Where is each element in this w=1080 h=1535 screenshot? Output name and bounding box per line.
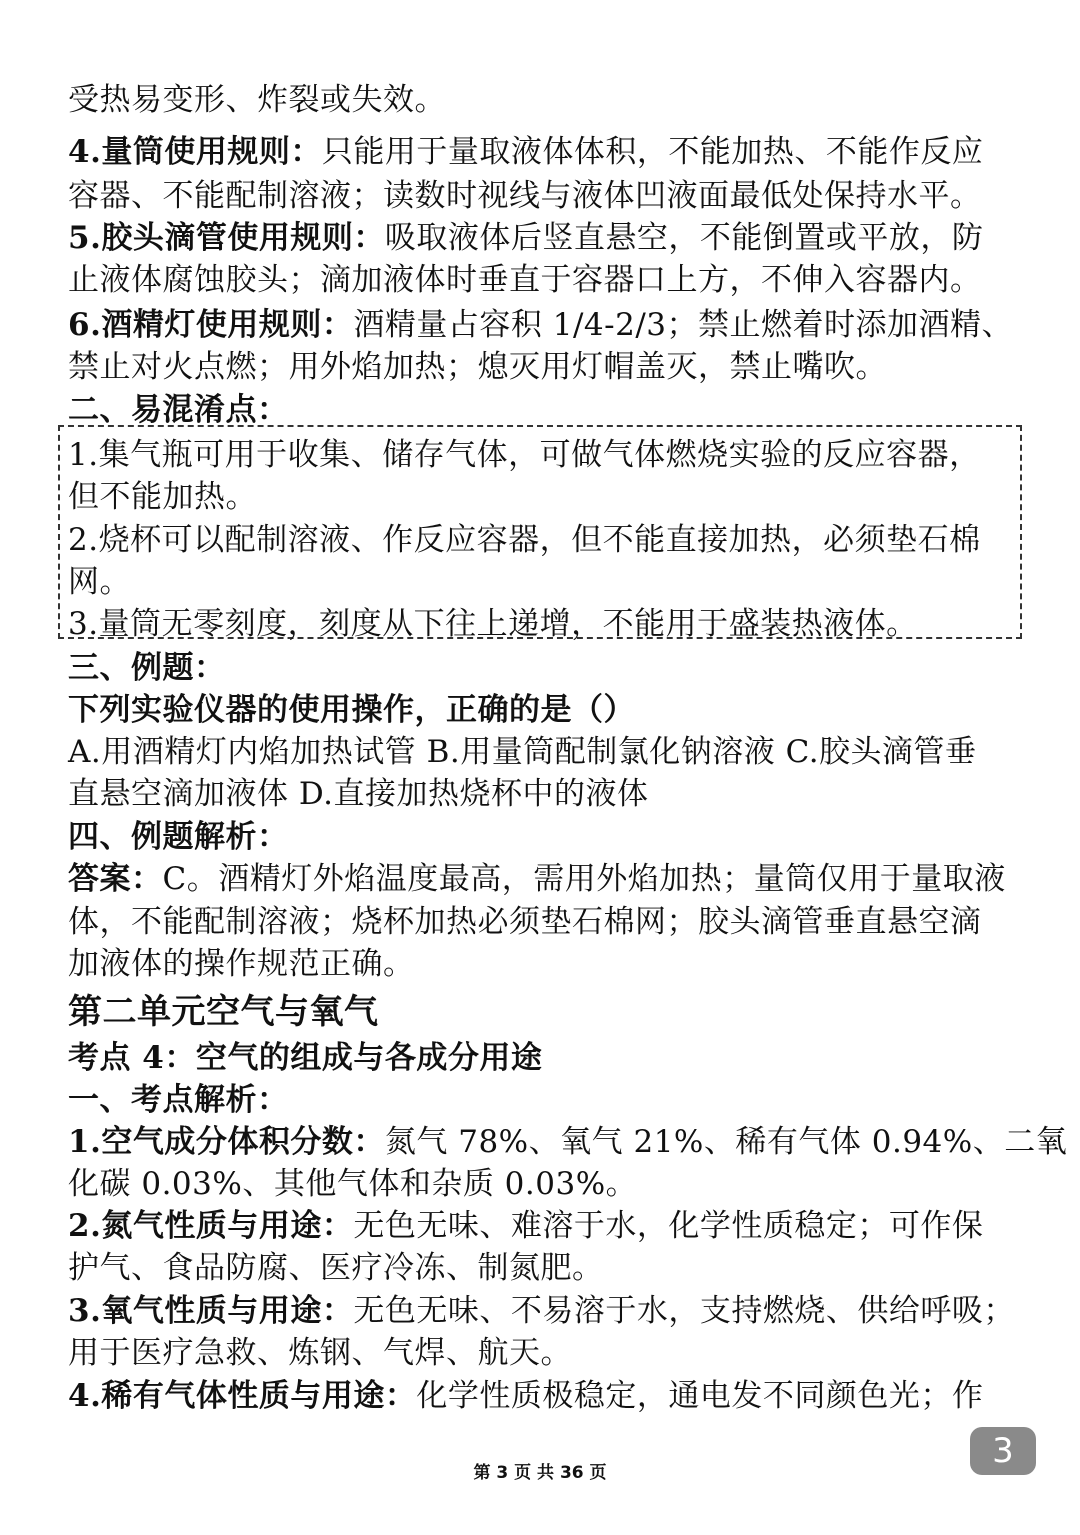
- text-line: 2.氮气性质与用途：无色无味、难溶于水，化学性质稳定；可作保: [68, 1208, 984, 1244]
- section-heading: 三、例题：: [68, 650, 226, 686]
- text-line: 护气、食品防腐、医疗冷冻、制氮肥。: [68, 1250, 604, 1286]
- text-line: 1.空气成分体积分数：氮气 78%、氧气 21%、稀有气体 0.94%、二氧: [68, 1124, 1068, 1160]
- text-line: 4.稀有气体性质与用途：化学性质极稳定，通电发不同颜色光；作: [68, 1378, 984, 1414]
- text-line: 受热易变形、炸裂或失效。: [68, 82, 446, 118]
- unit-title: 第二单元空气与氧气: [68, 992, 379, 1032]
- text-line: 3.氧气性质与用途：无色无味、不易溶于水，支持燃烧、供给呼吸；: [68, 1293, 1015, 1329]
- text-line: 禁止对火点燃；用外焰加热；熄灭用灯帽盖灭，禁止嘴吹。: [68, 349, 887, 385]
- boxed-line: 2.烧杯可以配制溶液、作反应容器，但不能直接加热，必须垫石棉: [68, 522, 981, 558]
- page-footer: 第 3 页 共 36 页: [473, 1463, 607, 1483]
- boxed-line: 1.集气瓶可用于收集、储存气体，可做气体燃烧实验的反应容器，: [68, 437, 981, 473]
- topic-title: 考点 4：空气的组成与各成分用途: [68, 1040, 543, 1076]
- text-line: 容器、不能配制溶液；读数时视线与液体凹液面最低处保持水平。: [68, 178, 982, 214]
- text-line: 化碳 0.03%、其他气体和杂质 0.03%。: [68, 1166, 638, 1202]
- text-line: 4.量筒使用规则：只能用于量取液体体积，不能加热、不能作反应: [68, 134, 984, 170]
- question-options: 直悬空滴加液体 D.直接加热烧杯中的液体: [68, 776, 649, 812]
- question-stem: 下列实验仪器的使用操作，正确的是（）: [68, 692, 635, 728]
- section-heading: 二、易混淆点：: [68, 392, 289, 428]
- section-heading: 四、例题解析：: [68, 819, 289, 855]
- text-line: 用于医疗急救、炼钢、气焊、航天。: [68, 1335, 572, 1371]
- boxed-line: 但不能加热。: [68, 479, 257, 515]
- answer-line: 答案：C。酒精灯外焰温度最高，需用外焰加热；量筒仅用于量取液: [68, 861, 1006, 897]
- text-line: 止液体腐蚀胶头；滴加液体时垂直于容器口上方，不伸入容器内。: [68, 262, 982, 298]
- boxed-line: 3.量筒无零刻度，刻度从下往上递增，不能用于盛装热液体。: [68, 606, 918, 642]
- boxed-line: 网。: [68, 564, 131, 600]
- text-line: 5.胶头滴管使用规则：吸取液体后竖直悬空，不能倒置或平放，防: [68, 220, 984, 256]
- answer-line: 体，不能配制溶液；烧杯加热必须垫石棉网；胶头滴管垂直悬空滴: [68, 904, 982, 940]
- text-line: 6.酒精灯使用规则：酒精量占容积 1/4-2/3；禁止燃着时添加酒精、: [68, 307, 1013, 343]
- question-options: A.用酒精灯内焰加热试管 B.用量筒配制氯化钠溶液 C.胶头滴管垂: [68, 734, 977, 770]
- page-number-badge: 3: [970, 1427, 1036, 1475]
- section-heading: 一、考点解析：: [68, 1082, 289, 1118]
- answer-line: 加液体的操作规范正确。: [68, 946, 415, 982]
